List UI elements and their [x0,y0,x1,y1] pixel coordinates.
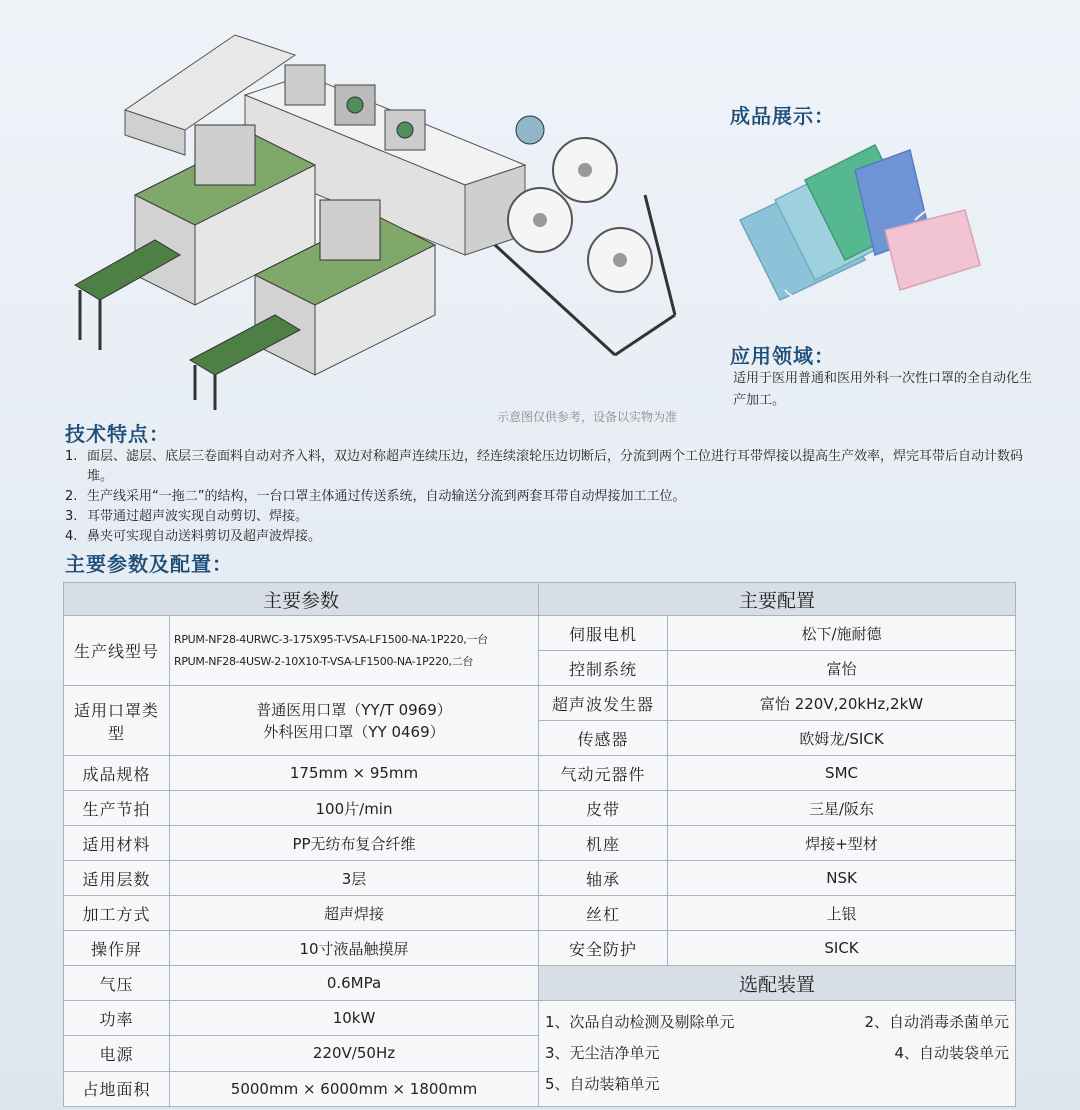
param-value: 3层 [170,861,539,896]
config-value: 富怡 220V,20kHz,2kW [668,686,1016,721]
feature-item: 2. 生产线采用“一拖二”的结构，一台口罩主体通过传送系统，自动输送分流到两套耳带自动焊接加工工位。 [65,489,686,504]
mask-type-value: 普通医用口罩（YY/T 0969） 外科医用口罩（YY 0469） [170,686,539,756]
application-field-text: 适用于医用普通和医用外科一次性口罩的全自动化生产加工。 [733,371,1033,408]
param-value: 10寸液晶触摸屏 [170,931,539,966]
application-field-title: 应用领域： [730,344,835,368]
config-header: 主要配置 [539,583,1016,616]
param-value: 100片/min [170,791,539,826]
product-showcase-title: 成品展示： [730,104,835,128]
optional-item: 5、自动装箱单元 [545,1075,660,1093]
param-label: 加工方式 [64,896,170,931]
config-value: 上银 [668,896,1016,931]
feature-item: 1. 面层、滤层、底层三卷面料自动对齐入料，双边对称超声连续压边，经连续滚轮压边切断后，分流到两个工位进行耳带焊接以提高生产效率，焊完耳带后自动计数码堆。 [65,449,1024,484]
param-label: 生产节拍 [64,791,170,826]
optional-item: 1、次品自动检测及剔除单元 [545,1013,735,1031]
param-value: 0.6MPa [170,966,539,1001]
param-label: 占地面积 [64,1071,170,1106]
config-value: 富怡 [668,651,1016,686]
illustration-caption: 示意图仅供参考，设备以实物为准 [497,410,678,424]
technical-features-list [65,447,1030,547]
config-value: 松下/施耐德 [668,616,1016,651]
config-label: 传感器 [539,721,668,756]
param-value: 220V/50Hz [170,1036,539,1071]
face-masks-image [735,140,995,310]
config-label: 皮带 [539,791,668,826]
config-label: 伺服电机 [539,616,668,651]
config-value: 焊接+型材 [668,826,1016,861]
spec-table [63,582,1016,1107]
param-label: 电源 [64,1036,170,1071]
config-label: 控制系统 [539,651,668,686]
config-label: 丝杠 [539,896,668,931]
main-params-title: 主要参数及配置： [65,552,233,576]
param-value: PP无纺布复合纤维 [170,826,539,861]
config-value: 三星/阪东 [668,791,1016,826]
model-label: 生产线型号 [64,616,170,686]
param-label: 适用层数 [64,861,170,896]
optional-item: 4、自动装袋单元 [894,1044,1010,1062]
param-label: 适用材料 [64,826,170,861]
param-label: 气压 [64,966,170,1001]
config-label: 安全防护 [539,931,668,966]
optional-item: 2、自动消毒杀菌单元 [864,1013,1010,1031]
config-value: 欧姆龙/SICK [668,721,1016,756]
optional-devices [539,1001,1016,1107]
params-header: 主要参数 [64,583,539,616]
config-label: 机座 [539,826,668,861]
param-value: 超声焊接 [170,896,539,931]
feature-item: 3. 耳带通过超声波实现自动剪切、焊接。 [65,509,309,524]
production-line-illustration [55,15,695,415]
technical-features-title: 技术特点： [65,422,170,446]
param-label: 操作屏 [64,931,170,966]
param-label: 成品规格 [64,756,170,791]
param-value: 5000mm × 6000mm × 1800mm [170,1071,539,1106]
param-value: 175mm × 95mm [170,756,539,791]
config-label: 超声波发生器 [539,686,668,721]
feature-item: 4. 鼻夹可实现自动送料剪切及超声波焊接。 [65,529,322,544]
config-label: 气动元器件 [539,756,668,791]
optional-item: 3、无尘洁净单元 [545,1044,660,1062]
config-value: SICK [668,931,1016,966]
config-value: NSK [668,861,1016,896]
param-label: 功率 [64,1001,170,1036]
model-value: RPUM-NF28-4URWC-3-175X95-T-VSA-LF1500-NA-1P220,一台 RPUM-NF28-4USW-2-10X10-T-VSA-LF1500-NA-1P220,二台 [170,616,539,686]
config-value: SMC [668,756,1016,791]
mask-type-label: 适用口罩类型 [64,686,170,756]
param-value: 10kW [170,1001,539,1036]
config-label: 轴承 [539,861,668,896]
optional-header: 选配装置 [539,966,1016,1001]
